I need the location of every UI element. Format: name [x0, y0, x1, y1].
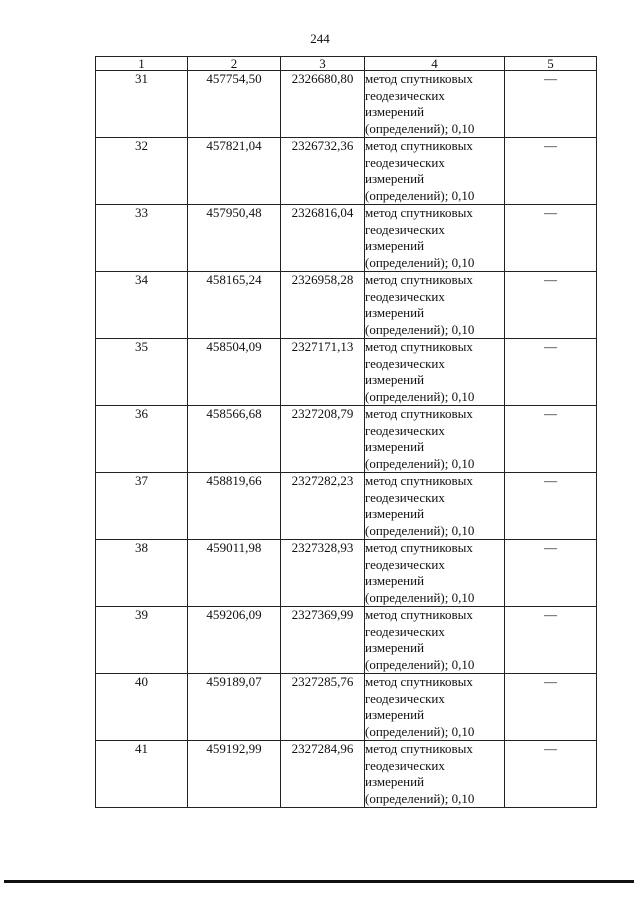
method-line: измерений — [365, 238, 425, 253]
method-line: измерений — [365, 439, 425, 454]
method-line: (определений); 0,10 — [365, 790, 475, 806]
table-row — [96, 607, 597, 674]
method-line: измерений — [365, 640, 425, 655]
method-line: геодезических — [365, 355, 445, 371]
x-coordinate-cell: 459011,98 — [188, 540, 281, 607]
method-line: (определений); 0,10 — [365, 522, 475, 538]
x-coordinate-cell: 457950,48 — [188, 205, 281, 272]
method-line: метод спутниковых — [365, 607, 473, 622]
header-col-3: 3 — [281, 57, 365, 71]
method-line: геодезических — [365, 623, 445, 639]
table-row — [96, 71, 597, 138]
table-row — [96, 540, 597, 607]
y-coordinate-cell: 2326958,28 — [281, 272, 365, 339]
method-line: (определений); 0,10 — [365, 321, 475, 337]
point-number-cell: 37 — [96, 473, 188, 540]
y-coordinate-cell: 2326816,04 — [281, 205, 365, 272]
x-coordinate-cell: 458504,09 — [188, 339, 281, 406]
table-row — [96, 406, 597, 473]
method-cell — [365, 674, 505, 741]
method-line: метод спутниковых — [365, 741, 473, 756]
x-coordinate-cell: 458566,68 — [188, 406, 281, 473]
method-line: измерений — [365, 305, 425, 320]
y-coordinate-cell: 2326732,36 — [281, 138, 365, 205]
method-cell — [365, 406, 505, 473]
x-coordinate-cell: 459192,99 — [188, 741, 281, 808]
method-line: метод спутниковых — [365, 674, 473, 689]
method-line: (определений); 0,10 — [365, 120, 475, 136]
note-cell: — — [505, 674, 597, 741]
y-coordinate-cell: 2327285,76 — [281, 674, 365, 741]
method-line: (определений); 0,10 — [365, 388, 475, 404]
method-line: геодезических — [365, 221, 445, 237]
x-coordinate-cell: 457821,04 — [188, 138, 281, 205]
y-coordinate-cell: 2327171,13 — [281, 339, 365, 406]
table-row — [96, 741, 597, 808]
method-line: метод спутниковых — [365, 473, 473, 488]
method-line: (определений); 0,10 — [365, 254, 475, 270]
method-line: метод спутниковых — [365, 138, 473, 153]
method-line: (определений); 0,10 — [365, 455, 475, 471]
method-line: (определений); 0,10 — [365, 656, 475, 672]
note-cell: — — [505, 741, 597, 808]
method-line: измерений — [365, 707, 425, 722]
method-line: измерений — [365, 104, 425, 119]
table-row — [96, 339, 597, 406]
method-line: измерений — [365, 506, 425, 521]
method-cell — [365, 138, 505, 205]
header-col-4: 4 — [365, 57, 505, 71]
y-coordinate-cell: 2327328,93 — [281, 540, 365, 607]
x-coordinate-cell: 459206,09 — [188, 607, 281, 674]
method-cell — [365, 607, 505, 674]
method-line: (определений); 0,10 — [365, 723, 475, 739]
method-line: измерений — [365, 774, 425, 789]
method-cell — [365, 473, 505, 540]
method-line: геодезических — [365, 757, 445, 773]
method-line: метод спутниковых — [365, 339, 473, 354]
x-coordinate-cell: 458165,24 — [188, 272, 281, 339]
method-line: метод спутниковых — [365, 205, 473, 220]
method-line: метод спутниковых — [365, 540, 473, 555]
method-line: метод спутниковых — [365, 406, 473, 421]
note-cell: — — [505, 607, 597, 674]
method-line: измерений — [365, 171, 425, 186]
method-cell — [365, 540, 505, 607]
bottom-rule — [4, 880, 634, 883]
method-line: геодезических — [365, 87, 445, 103]
table-row — [96, 205, 597, 272]
y-coordinate-cell: 2327284,96 — [281, 741, 365, 808]
table-row — [96, 138, 597, 205]
method-line: (определений); 0,10 — [365, 589, 475, 605]
table-row — [96, 272, 597, 339]
x-coordinate-cell: 459189,07 — [188, 674, 281, 741]
method-line: геодезических — [365, 556, 445, 572]
method-cell — [365, 272, 505, 339]
method-cell — [365, 339, 505, 406]
point-number-cell: 33 — [96, 205, 188, 272]
point-number-cell: 36 — [96, 406, 188, 473]
method-line: геодезических — [365, 422, 445, 438]
point-number-cell: 32 — [96, 138, 188, 205]
method-line: геодезических — [365, 690, 445, 706]
note-cell: — — [505, 406, 597, 473]
header-col-5: 5 — [505, 57, 597, 71]
method-line: геодезических — [365, 154, 445, 170]
note-cell: — — [505, 339, 597, 406]
note-cell: — — [505, 138, 597, 205]
header-row — [96, 57, 597, 71]
coordinates-table — [95, 56, 597, 808]
point-number-cell: 35 — [96, 339, 188, 406]
method-line: геодезических — [365, 288, 445, 304]
point-number-cell: 34 — [96, 272, 188, 339]
method-line: измерений — [365, 372, 425, 387]
note-cell: — — [505, 272, 597, 339]
x-coordinate-cell: 458819,66 — [188, 473, 281, 540]
table-row — [96, 473, 597, 540]
method-line: измерений — [365, 573, 425, 588]
method-line: геодезических — [365, 489, 445, 505]
table-row — [96, 674, 597, 741]
page-number: 244 — [310, 31, 330, 46]
note-cell: — — [505, 540, 597, 607]
note-cell: — — [505, 473, 597, 540]
point-number-cell: 41 — [96, 741, 188, 808]
point-number-cell: 38 — [96, 540, 188, 607]
method-cell — [365, 71, 505, 138]
method-cell — [365, 205, 505, 272]
method-line: (определений); 0,10 — [365, 187, 475, 203]
note-cell: — — [505, 71, 597, 138]
note-cell: — — [505, 205, 597, 272]
y-coordinate-cell: 2327208,79 — [281, 406, 365, 473]
header-col-1: 1 — [96, 57, 188, 71]
method-cell — [365, 741, 505, 808]
header-col-2: 2 — [188, 57, 281, 71]
point-number-cell: 31 — [96, 71, 188, 138]
y-coordinate-cell: 2326680,80 — [281, 71, 365, 138]
table-header — [96, 57, 597, 71]
x-coordinate-cell: 457754,50 — [188, 71, 281, 138]
method-line: метод спутниковых — [365, 272, 473, 287]
point-number-cell: 40 — [96, 674, 188, 741]
y-coordinate-cell: 2327369,99 — [281, 607, 365, 674]
point-number-cell: 39 — [96, 607, 188, 674]
method-line: метод спутниковых — [365, 71, 473, 86]
y-coordinate-cell: 2327282,23 — [281, 473, 365, 540]
table-body — [96, 71, 597, 808]
